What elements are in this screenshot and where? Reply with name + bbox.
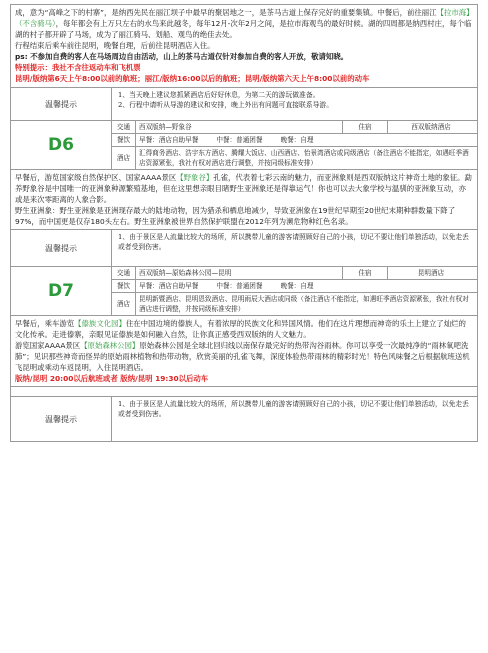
- day6-label: D6: [11, 121, 112, 169]
- asian-elephant-paragraph: 野生亚洲象：野生亚洲象是亚洲现存最大的陆地动物，因为猎杀和栖息地减少，导致亚洲象在19世纪早期至20世纪末期种群数量下降了97%，而中国更是仅存180头左右。野生亚洲象被世界自然保护联盟在2012年列为濒危物种红色名录。: [15, 206, 456, 226]
- spacer-row: [10, 386, 478, 396]
- wild-elephant-valley-highlight: 【野象谷】: [176, 173, 214, 182]
- route: 西双版纳—野象谷: [139, 121, 343, 133]
- stay-value: 西双版纳酒店: [411, 123, 451, 131]
- transport-key: 交通: [112, 121, 136, 134]
- meals-row: 早餐：酒店自助早餐 中餐：普通团餐 晚餐：自理: [136, 280, 477, 293]
- stay-key: 住宿: [343, 121, 388, 133]
- transport-row: [136, 267, 477, 280]
- itinerary-page: [10, 4, 478, 442]
- day7-info-table: [10, 266, 478, 315]
- transport-key: 交通: [112, 267, 136, 280]
- dai-culture-park-highlight: 【傣族文化园】: [74, 319, 126, 328]
- day6-description: 早餐后，游览国家级自然保护区、国家AAAA景区【野象谷】孔雀，代表着七彩云南的魅力，而亚洲象则是西双版纳这片神奇土地的象征。勐养野象谷是中国唯一的亚洲象种源繁殖基地，但在这里想亲眼目睹野生亚洲象还是得靠运气！你也可以去大象学校与温驯的亚洲象互动，亦或是来次零距离的人象合影。 野生亚洲象：野生亚洲象是亚洲现存最大的陆地动物，因为猎杀和栖息地减少，导致亚洲象在19世纪早期至20世纪末期种群数量下降了97%，而中国更是仅存180头左右。野生亚洲象被世界自然保护联盟在2012年列为濒危物种红色名录。: [10, 169, 478, 229]
- day6-info-table: [10, 120, 478, 169]
- hotel-value: 汇得商务酒店、浩宇东方酒店、腾耀大饭店、山西酒店、怡景湾酒店或同级酒店（备注酒店不能指定，如遇旺季酒店资源紧张，我社有权对酒店进行调整，并按同级标准安排）: [139, 149, 469, 167]
- return-transport-notice: 版纳/昆明 20:00以后航班或者 版纳/昆明 19:30以后动车: [15, 374, 209, 383]
- tips-body: 1、由于景区是人流量比较大的场所，所以携带儿童的游客请照顾好自己的小孩，切记不要让他们单独活动，以免走丢或者受到伤害。: [118, 233, 469, 251]
- tips-body: 1、由于景区是人流量比较大的场所，所以携带儿童的游客请照顾好自己的小孩，切记不要让他们单独活动，以免走丢或者受到伤害。: [118, 400, 469, 418]
- day7-description: 早餐后，乘车游览【傣族文化园】住在中国边境的傣族人，有着浓厚的民族文化和异国风情。他们在这片理想而神奇的乐土上建立了灿烂的文化传承。走进傣寨，亲眼见证傣族是如何融入自然，让你真正感受西双版纳的人文魅力。 游览国家AAAA景区【原始森林公园】原始森林公园是全球北回归线以南保存最完好的热带沟谷雨林。你可以享受一次最纯净的“雨林氧吧洗肺”；见识那些神奇而怪异的原始雨林植物和热带动物，欣赏美丽的孔雀飞舞，深度体验热带雨林的精彩时光！特色风味餐之后根据航班送机飞昆明或乘动车返昆明，入住昆明酒店。 版纳/昆明 20:00以后航班或者 版纳/昆明 19:30以后动车: [10, 315, 478, 386]
- tips-label: 温馨提示: [11, 88, 112, 120]
- day5-paragraph: 成，意为“高峰之下的村寨”，是纳西先民在丽江坝子中最早的聚居地之一，是茶马古道上保存完好的重要集镇。中餐后，前往丽江【拉市海】（不含骑马），每年都会有上万只左右的水鸟来此越冬，每年12月-次年2月之间，是拉市海观鸟的最好时候。湖的四周都是纳西村庄，每个临湖的村子都开辟了马场，成为了丽江骑马、划船、观鸟的绝佳去处。: [15, 8, 472, 39]
- meal-key: 餐饮: [112, 280, 136, 293]
- tips-label: 温馨提示: [11, 397, 112, 441]
- tips-section-1: [10, 87, 478, 120]
- ps-note: ps: 不参加自费的客人在马场周边自由活动，山上的茶马古道仅针对参加自费的客人开放，敬请知晓。: [15, 52, 349, 61]
- meal-key: 餐饮: [112, 134, 136, 147]
- special-notice: 特别提示：我社不含往返动车和飞机票: [15, 63, 141, 72]
- hotel-key: 酒店: [112, 147, 136, 169]
- tips-label: 温馨提示: [11, 230, 112, 266]
- transport-row: [136, 121, 477, 134]
- day7-label: D7: [11, 267, 112, 315]
- meals-row: 早餐：酒店自助早餐 中餐：普通团餐 晚餐：自理: [136, 134, 477, 147]
- tips-section-3: [10, 396, 478, 442]
- hotel-value: 昆明新暨酒店、昆明恩致酒店、昆明雨辰大酒店或同级（备注酒店不能指定，如遇旺季酒店资源紧张，我社有权对酒店进行调整，并按同级标准安排）: [139, 295, 469, 313]
- hotel-key: 酒店: [112, 293, 136, 315]
- lashihai-highlight: 【拉市海】（不含骑马）: [15, 8, 470, 28]
- stay-value: 昆明酒店: [417, 269, 445, 277]
- day5-transfer-note: 行程结束后乘车前往昆明，晚餐自理，后前往昆明酒店入住。: [15, 41, 215, 50]
- route: 西双版纳—原始森林公园—昆明: [139, 267, 343, 279]
- stay-key: 住宿: [343, 267, 388, 279]
- tips-body: 1、当天晚上建议您抓紧酒店后好好休息，为第二天的游玩做准备。 2、行程中请听从导游的建议和安排，晚上外出有问题可直接联系导游。: [118, 91, 334, 109]
- primeval-forest-highlight: 【原始森林公园】: [80, 341, 140, 350]
- day5-description: [10, 4, 478, 87]
- train-flight-notice: 昆明/版纳第6天上午8:00以前的航班；丽江/版纳16:00以后的航班；昆明/版纳第六天上午8:00以前的动车: [15, 74, 370, 83]
- tips-section-2: [10, 229, 478, 266]
